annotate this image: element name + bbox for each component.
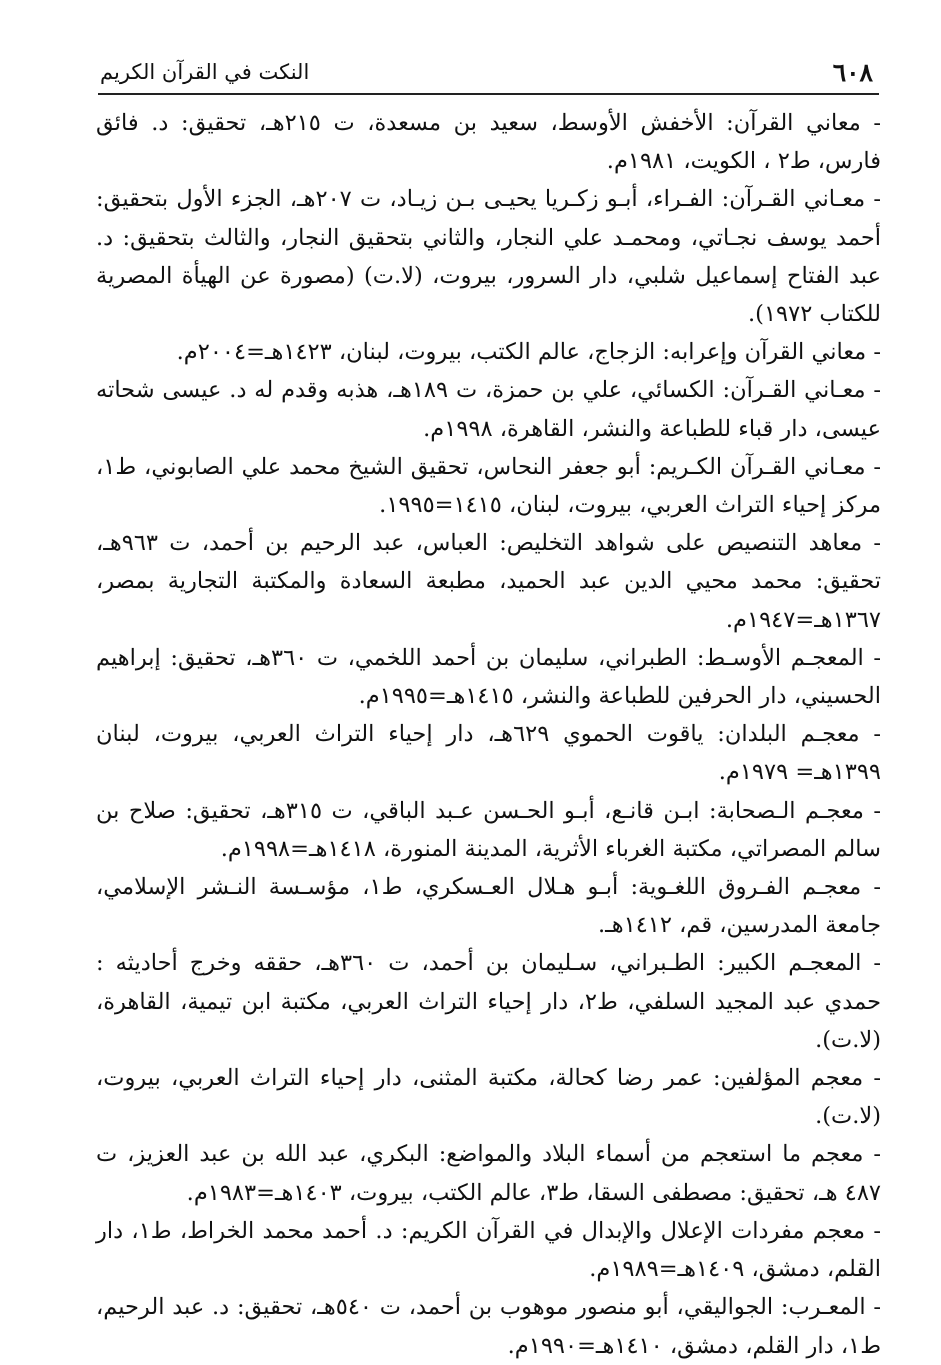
bibliography-entry: - معجـم الـصحابة: ابـن قانـع، أبـو الحـسن عـبد الباقي، ت ٣١٥هـ، تحقيق: صلاح بن سالم المصراتي، مكتبة الغرباء الأثرية، المدينة المنورة، ١٤١٨هـ=١٩٩٨م. [96,797,881,862]
bibliography-list [96,104,881,1365]
bibliography-entry: - معجـم الفـروق اللغـوية: أبـو هـلال العـسكري، ط١، مؤسـسة النـشر الإسلامي، جامعة المدرسين، قم، ١٤١٢هـ. [96,874,881,939]
bibliography-entry: - المعـرب: الجواليقي، أبو منصور موهوب بن أحمد، ت ٥٤٠هـ، تحقيق: د. عبد الرحيم، ط١، دار القلم، دمشق، ١٤١٠هـ=١٩٩٠م. [96,1294,881,1359]
running-header [96,56,881,92]
page-number: ٦٠٨ [832,58,873,87]
bibliography-entry: - المعجـم الأوسـط: الطبراني، سليمان بن أحمد اللخمي، ت ٣٦٠هـ، تحقيق: إبراهيم الحسيني، دار الحرفين للطباعة والنشر، ١٤١٥هـ=١٩٩٥م. [96,644,881,710]
bibliography-entry: - معـاني القـرآن: الكسائي، علي بن حمزة، ت ١٨٩هـ، هذبه وقدم له د. عيسى شحاته عيسى، دار قباء للطباعة والنشر، القاهرة، ١٩٩٨م. [96,377,882,442]
bibliography-entry: - معـاني القـرآن: الفـراء، أبـو زكـريا يحيـى بـن زيـاد، ت ٢٠٧هـ، الجزء الأول بتحقيق: أحمد يوسف نجـاتي، ومحمـد علي النجار، والثاني بتحقيق النجار، والثالث بتحقيق: د. عبد الفتاح إسماعيل شلبي، دار السرور، بيروت، (لا.ت) (مصورة عن الهيأة المصرية للكتاب ١٩٧٢). [96,186,881,328]
bibliography-entry: - معاني القرآن وإعرابه: الزجاج، عالم الكتب، بيروت، لبنان، ١٤٢٣هـ=٢٠٠٤م. [176,339,881,366]
bibliography-entry: - معاهد التنصيص على شواهد التخليص: العباس، عبد الرحيم بن أحمد، ت ٩٦٣هـ، تحقيق: محمد محيي الدين عبد الحميد، مطبعة السعادة والمكتبة التجارية بمصر، ١٣٦٧هـ=١٩٤٧م. [96,530,881,633]
bibliography-entry: - معاني القرآن: الأخفش الأوسط، سعيد بن مسعدة، ت ٢١٥هـ، تحقيق: د. فائق فارس، ط٢ ، الكويت، ١٩٨١م. [96,110,881,175]
bibliography-entry: - معجم مفردات الإعلال والإبدال في القرآن الكريم: د. أحمد محمد الخراط، ط١، دار القلم، دمشق، ١٤٠٩هـ=١٩٨٩م. [96,1217,881,1283]
bibliography-entry: - المعجـم الكبير: الطـبراني، سـليمان بن أحمد، ت ٣٦٠هـ، حققه وخرج أحاديثه : حمدي عبد المجيد السلفي، ط٢، دار إحياء التراث العربي، مكتبة ابن تيمية، القاهرة، (لا.ت). [96,950,881,1053]
bibliography-entry: - معجم المؤلفين: عمر رضا كحالة، مكتبة المثنى، دار إحياء التراث العربي، بيروت، (لا.ت). [96,1065,881,1130]
header-rule [98,93,879,95]
running-title: النكت في القرآن الكريم [100,60,310,84]
bibliography-entry: - معجم ما استعجم من أسماء البلاد والمواضع: البكري، عبد الله بن عبد العزيز، ت ٤٨٧ هـ، تحقيق: مصطفى السقا، ط٣، عالم الكتب، بيروت، ١٤٠٣هـ=١٩٨٣م. [96,1141,881,1206]
bibliography-entry: - معجـم البلدان: ياقوت الحموي ٦٢٩هـ، دار إحياء التراث العربي، بيروت، لبنان ١٣٩٩هـ= ١٩٧٩م. [96,721,882,786]
bibliography-entry: - معـاني القـرآن الكـريم: أبو جعفر النحاس، تحقيق الشيخ محمد علي الصابوني، ط١، مركز إحياء التراث العربي، بيروت، لبنان، ١٤١٥=١٩٩٥. [96,453,881,519]
